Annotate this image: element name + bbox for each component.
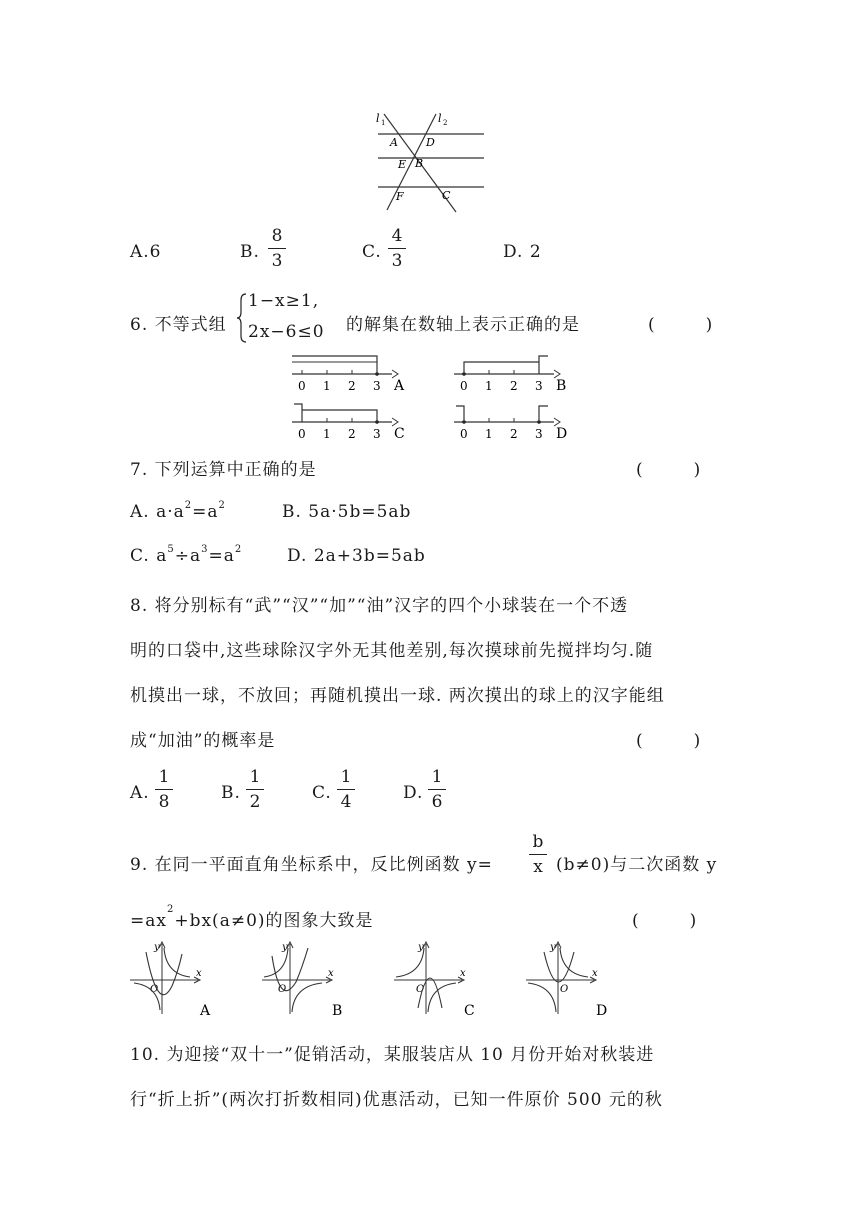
q8-option-c-fraction: 1 4: [335, 767, 357, 812]
graph-c: [394, 942, 475, 1018]
q5-option-a: A.6: [130, 242, 162, 262]
number-line-b: [454, 356, 566, 394]
q6-number-lines: [288, 350, 588, 442]
label-E: E: [398, 158, 407, 171]
q9-line-1-suffix: (b≠0)与二次函数 y: [556, 855, 718, 875]
svg-text:3: 3: [373, 379, 381, 393]
label-l2-sub: 2: [443, 119, 448, 127]
svg-text:A: A: [394, 378, 405, 394]
svg-text:O: O: [560, 984, 569, 995]
svg-text:1: 1: [485, 379, 493, 393]
label-l1-sub: 1: [381, 119, 386, 127]
q10-line-2: 行“折上折”(两次打折数相同)优惠活动，已知一件原价 500 元的秋: [130, 1090, 663, 1110]
q8-option-d-prefix: D.: [403, 783, 424, 803]
q9-function-graphs: [126, 938, 622, 1018]
svg-text:B: B: [556, 378, 567, 394]
svg-text:2: 2: [510, 379, 518, 393]
q9-inline-fraction: b x: [527, 832, 549, 877]
svg-text:D: D: [596, 1003, 608, 1018]
svg-text:0: 0: [298, 379, 306, 393]
q5-option-b-fraction: 8 3: [266, 226, 288, 271]
q6-inequality-2: 2x−6≤0: [248, 322, 325, 342]
svg-text:y: y: [550, 942, 556, 953]
svg-text:2: 2: [348, 427, 356, 441]
label-C: C: [442, 189, 451, 202]
q8-option-b-prefix: B.: [221, 783, 241, 803]
label-D: D: [426, 136, 435, 149]
q8-line-3: 机摸出一球，不放回；再随机摸出一球. 两次摸出的球上的汉字能组: [130, 686, 665, 706]
q6-stem-suffix: 的解集在数轴上表示正确的是: [346, 315, 580, 335]
q7-option-d: D. 2a+3b=5ab: [287, 546, 426, 566]
q6-inequality-1: 1−x≥1,: [248, 291, 320, 311]
svg-text:A: A: [200, 1003, 211, 1018]
svg-text:1: 1: [323, 427, 331, 441]
q6-stem-prefix: 6. 不等式组: [130, 315, 227, 335]
q7-answer-paren: ( ): [636, 460, 701, 480]
q8-option-a-fraction: 1 8: [153, 767, 175, 812]
svg-text:0: 0: [460, 379, 468, 393]
graph-b: [262, 942, 342, 1018]
svg-text:O: O: [416, 984, 425, 995]
q9-answer-paren: ( ): [632, 911, 697, 931]
q8-line-1: 8. 将分别标有“武”“汉”“加”“油”汉字的四个小球装在一个不透: [130, 596, 629, 616]
label-F: F: [396, 190, 404, 203]
q8-line-2: 明的口袋中,这些球除汉字外无其他差别,每次摸球前先搅拌均匀.随: [130, 641, 654, 661]
q6-answer-paren: ( ): [648, 315, 713, 335]
label-l1: l: [376, 112, 380, 125]
svg-text:y: y: [154, 942, 160, 953]
svg-text:y: y: [282, 942, 288, 953]
svg-text:C: C: [464, 1003, 475, 1018]
q7-option-a: A. $a\cdot a^2=a^2$: [130, 500, 226, 522]
q5-option-d: D. 2: [503, 242, 542, 262]
svg-text:x: x: [328, 968, 334, 979]
svg-text:0: 0: [460, 427, 468, 441]
svg-text:2: 2: [348, 379, 356, 393]
q6-brace: [236, 292, 248, 344]
svg-text:y: y: [418, 942, 424, 953]
number-line-c: [292, 404, 405, 442]
q5-parallel-lines-figure: [370, 108, 500, 214]
q10-line-1: 10. 为迎接“双十一”促销活动，某服装店从 10 月份开始对秋装进: [130, 1045, 655, 1065]
q5-option-c-prefix: C.: [362, 242, 382, 262]
label-B: B: [415, 157, 424, 170]
q8-option-c-prefix: C.: [312, 783, 332, 803]
number-line-a: [292, 356, 405, 394]
q7-stem: 7. 下列运算中正确的是: [130, 460, 317, 480]
q9-line-1-prefix: 9. 在同一平面直角坐标系中，反比例函数 y=: [130, 855, 493, 875]
svg-text:C: C: [394, 426, 405, 442]
svg-text:2: 2: [510, 427, 518, 441]
q5-option-c-fraction: 4 3: [386, 226, 408, 271]
svg-text:O: O: [278, 984, 287, 995]
q5-option-b-prefix: B.: [240, 242, 260, 262]
svg-text:B: B: [332, 1003, 343, 1018]
q8-answer-paren: ( ): [636, 731, 701, 751]
svg-text:1: 1: [485, 427, 493, 441]
label-l2: l: [438, 112, 442, 125]
q8-option-d-fraction: 1 6: [426, 767, 448, 812]
svg-text:O: O: [150, 984, 159, 995]
svg-text:x: x: [592, 968, 598, 979]
svg-text:3: 3: [535, 379, 543, 393]
q7-option-c: C. $a^5\div a^3=a^2$: [130, 544, 243, 566]
svg-text:D: D: [556, 426, 568, 442]
svg-text:3: 3: [373, 427, 381, 441]
number-line-d: [454, 406, 567, 442]
svg-text:3: 3: [535, 427, 543, 441]
svg-text:0: 0: [298, 427, 306, 441]
q8-option-a-prefix: A.: [130, 783, 150, 803]
q7-option-b: B. 5a·5b=5ab: [282, 502, 412, 522]
q8-line-4: 成“加油”的概率是: [130, 731, 276, 751]
graph-a: [130, 942, 211, 1018]
q9-line-2: $=ax^2+bx(a\ne 0)$的图象大致是: [130, 904, 374, 931]
graph-d: [526, 942, 607, 1018]
q8-option-b-fraction: 1 2: [244, 767, 266, 812]
svg-text:1: 1: [323, 379, 331, 393]
svg-text:x: x: [196, 968, 202, 979]
label-A: A: [390, 136, 398, 149]
svg-text:x: x: [460, 968, 466, 979]
